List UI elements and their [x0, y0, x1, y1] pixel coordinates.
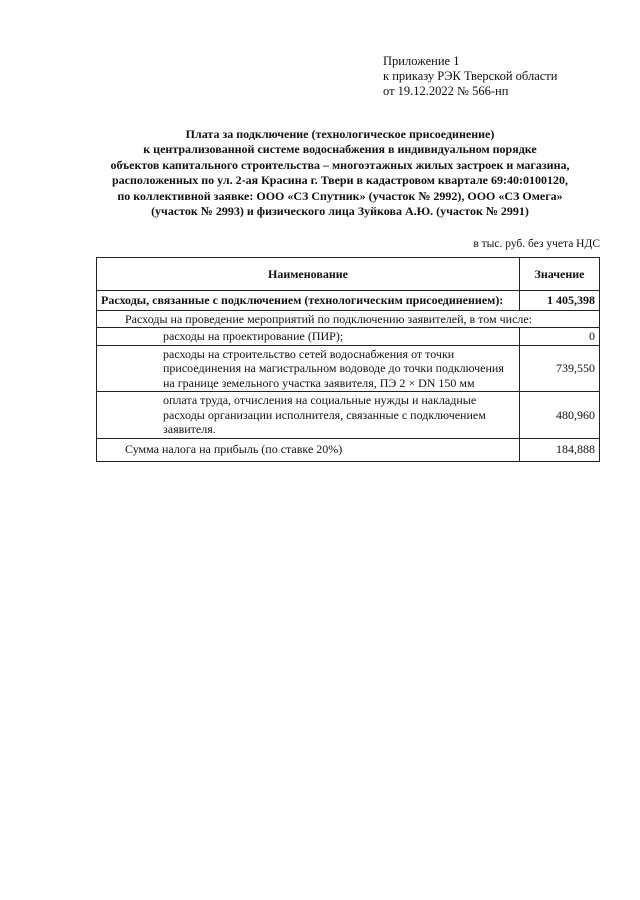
tax-value: 184,888	[520, 438, 600, 461]
table-row	[97, 392, 600, 439]
costs-table	[96, 257, 600, 462]
title-line-5: по коллективной заявке: ООО «СЗ Спутник» (участок № 2992), ООО «СЗ Омега»	[117, 188, 563, 203]
header-name: Наименование	[97, 258, 520, 291]
item-value: 480,960	[520, 392, 600, 439]
appendix-line-1: Приложение 1	[383, 54, 460, 68]
item-value: 0	[520, 328, 600, 346]
total-value: 1 405,398	[520, 291, 600, 311]
table-row	[97, 328, 600, 346]
header-value: Значение	[520, 258, 600, 291]
title-line-6: (участок № 2993) и физического лица Зуйкова А.Ю. (участок № 2991)	[151, 204, 529, 219]
appendix-header	[383, 54, 557, 99]
table-row-subheader	[97, 310, 600, 328]
total-name: Расходы, связанные с подключением (технологическим присоединением):	[97, 291, 520, 311]
title-line-4: расположенных по ул. 2-ая Красина г. Твери в кадастровом квартале 69:40:0100120,	[112, 173, 568, 188]
table-row-tax	[97, 438, 600, 461]
table-header-row	[97, 258, 600, 291]
tax-name: Сумма налога на прибыль (по ставке 20%)	[97, 438, 520, 461]
subheader-name: Расходы на проведение мероприятий по подключению заявителей, в том числе:	[97, 310, 600, 328]
title-line-2: к централизованной системе водоснабжения в индивидуальном порядке	[143, 142, 537, 157]
units-note: в тыс. руб. без учета НДС	[473, 238, 600, 250]
document-title	[70, 127, 610, 219]
item-value: 739,550	[520, 345, 600, 392]
title-line-1: Плата за подключение (технологическое присоединение)	[185, 127, 495, 141]
appendix-line-2: к приказу РЭК Тверской области	[383, 69, 558, 83]
appendix-line-3: от 19.12.2022 № 566-нп	[383, 84, 509, 98]
item-name: расходы на проектирование (ПИР);	[97, 328, 520, 346]
title-line-3: объектов капитального строительства – многоэтажных жилых застроек и магазина,	[110, 157, 570, 172]
item-name: расходы на строительство сетей водоснабжения от точки присоединения на магистральном водоводе до точки подключения на границе земельного участка заявителя, ПЭ 2 × DN 150 мм	[97, 345, 520, 392]
table-row	[97, 345, 600, 392]
item-name: оплата труда, отчисления на социальные нужды и накладные расходы организации исполнителя, связанные с подключением заявителя.	[97, 392, 520, 439]
table-row-total	[97, 291, 600, 311]
